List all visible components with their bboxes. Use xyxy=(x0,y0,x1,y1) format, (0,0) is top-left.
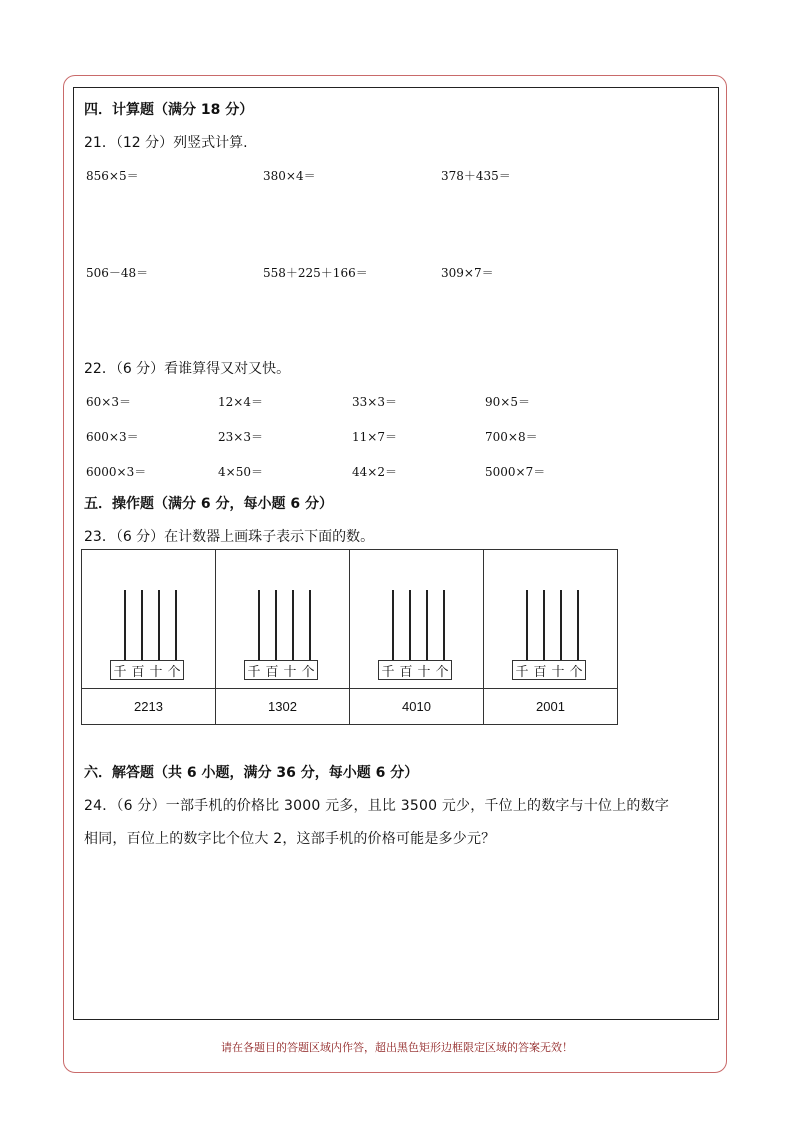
section6-heading: 六．解答题（共 6 小题，满分 36 分，每小题 6 分） xyxy=(84,765,419,781)
q22-expr: 23×3＝ xyxy=(218,430,263,444)
abacus-cell[interactable] xyxy=(216,550,350,689)
abacus-cell[interactable] xyxy=(82,550,216,689)
place-label: 千 xyxy=(247,664,261,680)
footer-notice: 请在各题目的答题区域内作答，超出黑色矩形边框限定区域的答案无效！ xyxy=(221,1041,573,1054)
section5-heading: 五．操作题（满分 6 分，每小题 6 分） xyxy=(84,496,333,512)
q21-expr: 378＋435＝ xyxy=(441,169,511,183)
place-label: 个 xyxy=(301,664,315,680)
place-label: 百 xyxy=(265,664,279,680)
q21-expr: 309×7＝ xyxy=(441,266,494,280)
q21-expr: 506－48＝ xyxy=(86,266,149,280)
place-label: 十 xyxy=(283,664,297,680)
abacus-number: 2213 xyxy=(82,689,216,725)
place-label: 百 xyxy=(533,664,547,680)
q22-expr: 600×3＝ xyxy=(86,430,139,444)
place-value-labels xyxy=(512,660,586,680)
q22-expr: 5000×7＝ xyxy=(485,465,546,479)
q21-expr: 856×5＝ xyxy=(86,169,139,183)
place-label: 十 xyxy=(149,664,163,680)
place-label: 个 xyxy=(167,664,181,680)
abacus-number: 4010 xyxy=(350,689,484,725)
q24-line1: 24．（6 分）一部手机的价格比 3000 元多，且比 3500 元少，千位上的数字与十位上的数字 xyxy=(84,798,670,814)
abacus-number: 1302 xyxy=(216,689,350,725)
abacus-rods xyxy=(526,590,579,660)
abacus-rods xyxy=(124,590,177,660)
q22-expr: 44×2＝ xyxy=(352,465,397,479)
q22-expr: 11×7＝ xyxy=(352,430,397,444)
place-label: 千 xyxy=(113,664,127,680)
place-value-labels xyxy=(244,660,318,680)
place-label: 个 xyxy=(435,664,449,680)
abacus-number: 2001 xyxy=(484,689,618,725)
place-value-labels xyxy=(378,660,452,680)
place-label: 千 xyxy=(381,664,395,680)
place-label: 百 xyxy=(131,664,145,680)
abacus-cell[interactable] xyxy=(484,550,618,689)
place-value-labels xyxy=(110,660,184,680)
abacus-cell[interactable] xyxy=(350,550,484,689)
q21-expr: 380×4＝ xyxy=(263,169,316,183)
q22-expr: 4×50＝ xyxy=(218,465,263,479)
q21-expr: 558＋225＋166＝ xyxy=(263,266,368,280)
q22-expr: 90×5＝ xyxy=(485,395,530,409)
place-label: 十 xyxy=(417,664,431,680)
q24-line2: 相同，百位上的数字比个位大 2，这部手机的价格可能是多少元？ xyxy=(84,831,496,847)
q23-title: 23．（6 分）在计数器上画珠子表示下面的数。 xyxy=(84,529,375,545)
place-label: 十 xyxy=(551,664,565,680)
place-label: 千 xyxy=(515,664,529,680)
place-label: 百 xyxy=(399,664,413,680)
q22-expr: 33×3＝ xyxy=(352,395,397,409)
q22-expr: 12×4＝ xyxy=(218,395,263,409)
q22-expr: 700×8＝ xyxy=(485,430,538,444)
abacus-rods xyxy=(258,590,311,660)
section4-heading: 四．计算题（满分 18 分） xyxy=(84,102,254,118)
q21-title: 21．（12 分）列竖式计算. xyxy=(84,135,248,151)
place-label: 个 xyxy=(569,664,583,680)
q22-expr: 6000×3＝ xyxy=(86,465,147,479)
abacus-rods xyxy=(392,590,445,660)
q22-expr: 60×3＝ xyxy=(86,395,131,409)
abacus-table xyxy=(81,549,618,725)
q22-title: 22．（6 分）看谁算得又对又快。 xyxy=(84,361,291,377)
